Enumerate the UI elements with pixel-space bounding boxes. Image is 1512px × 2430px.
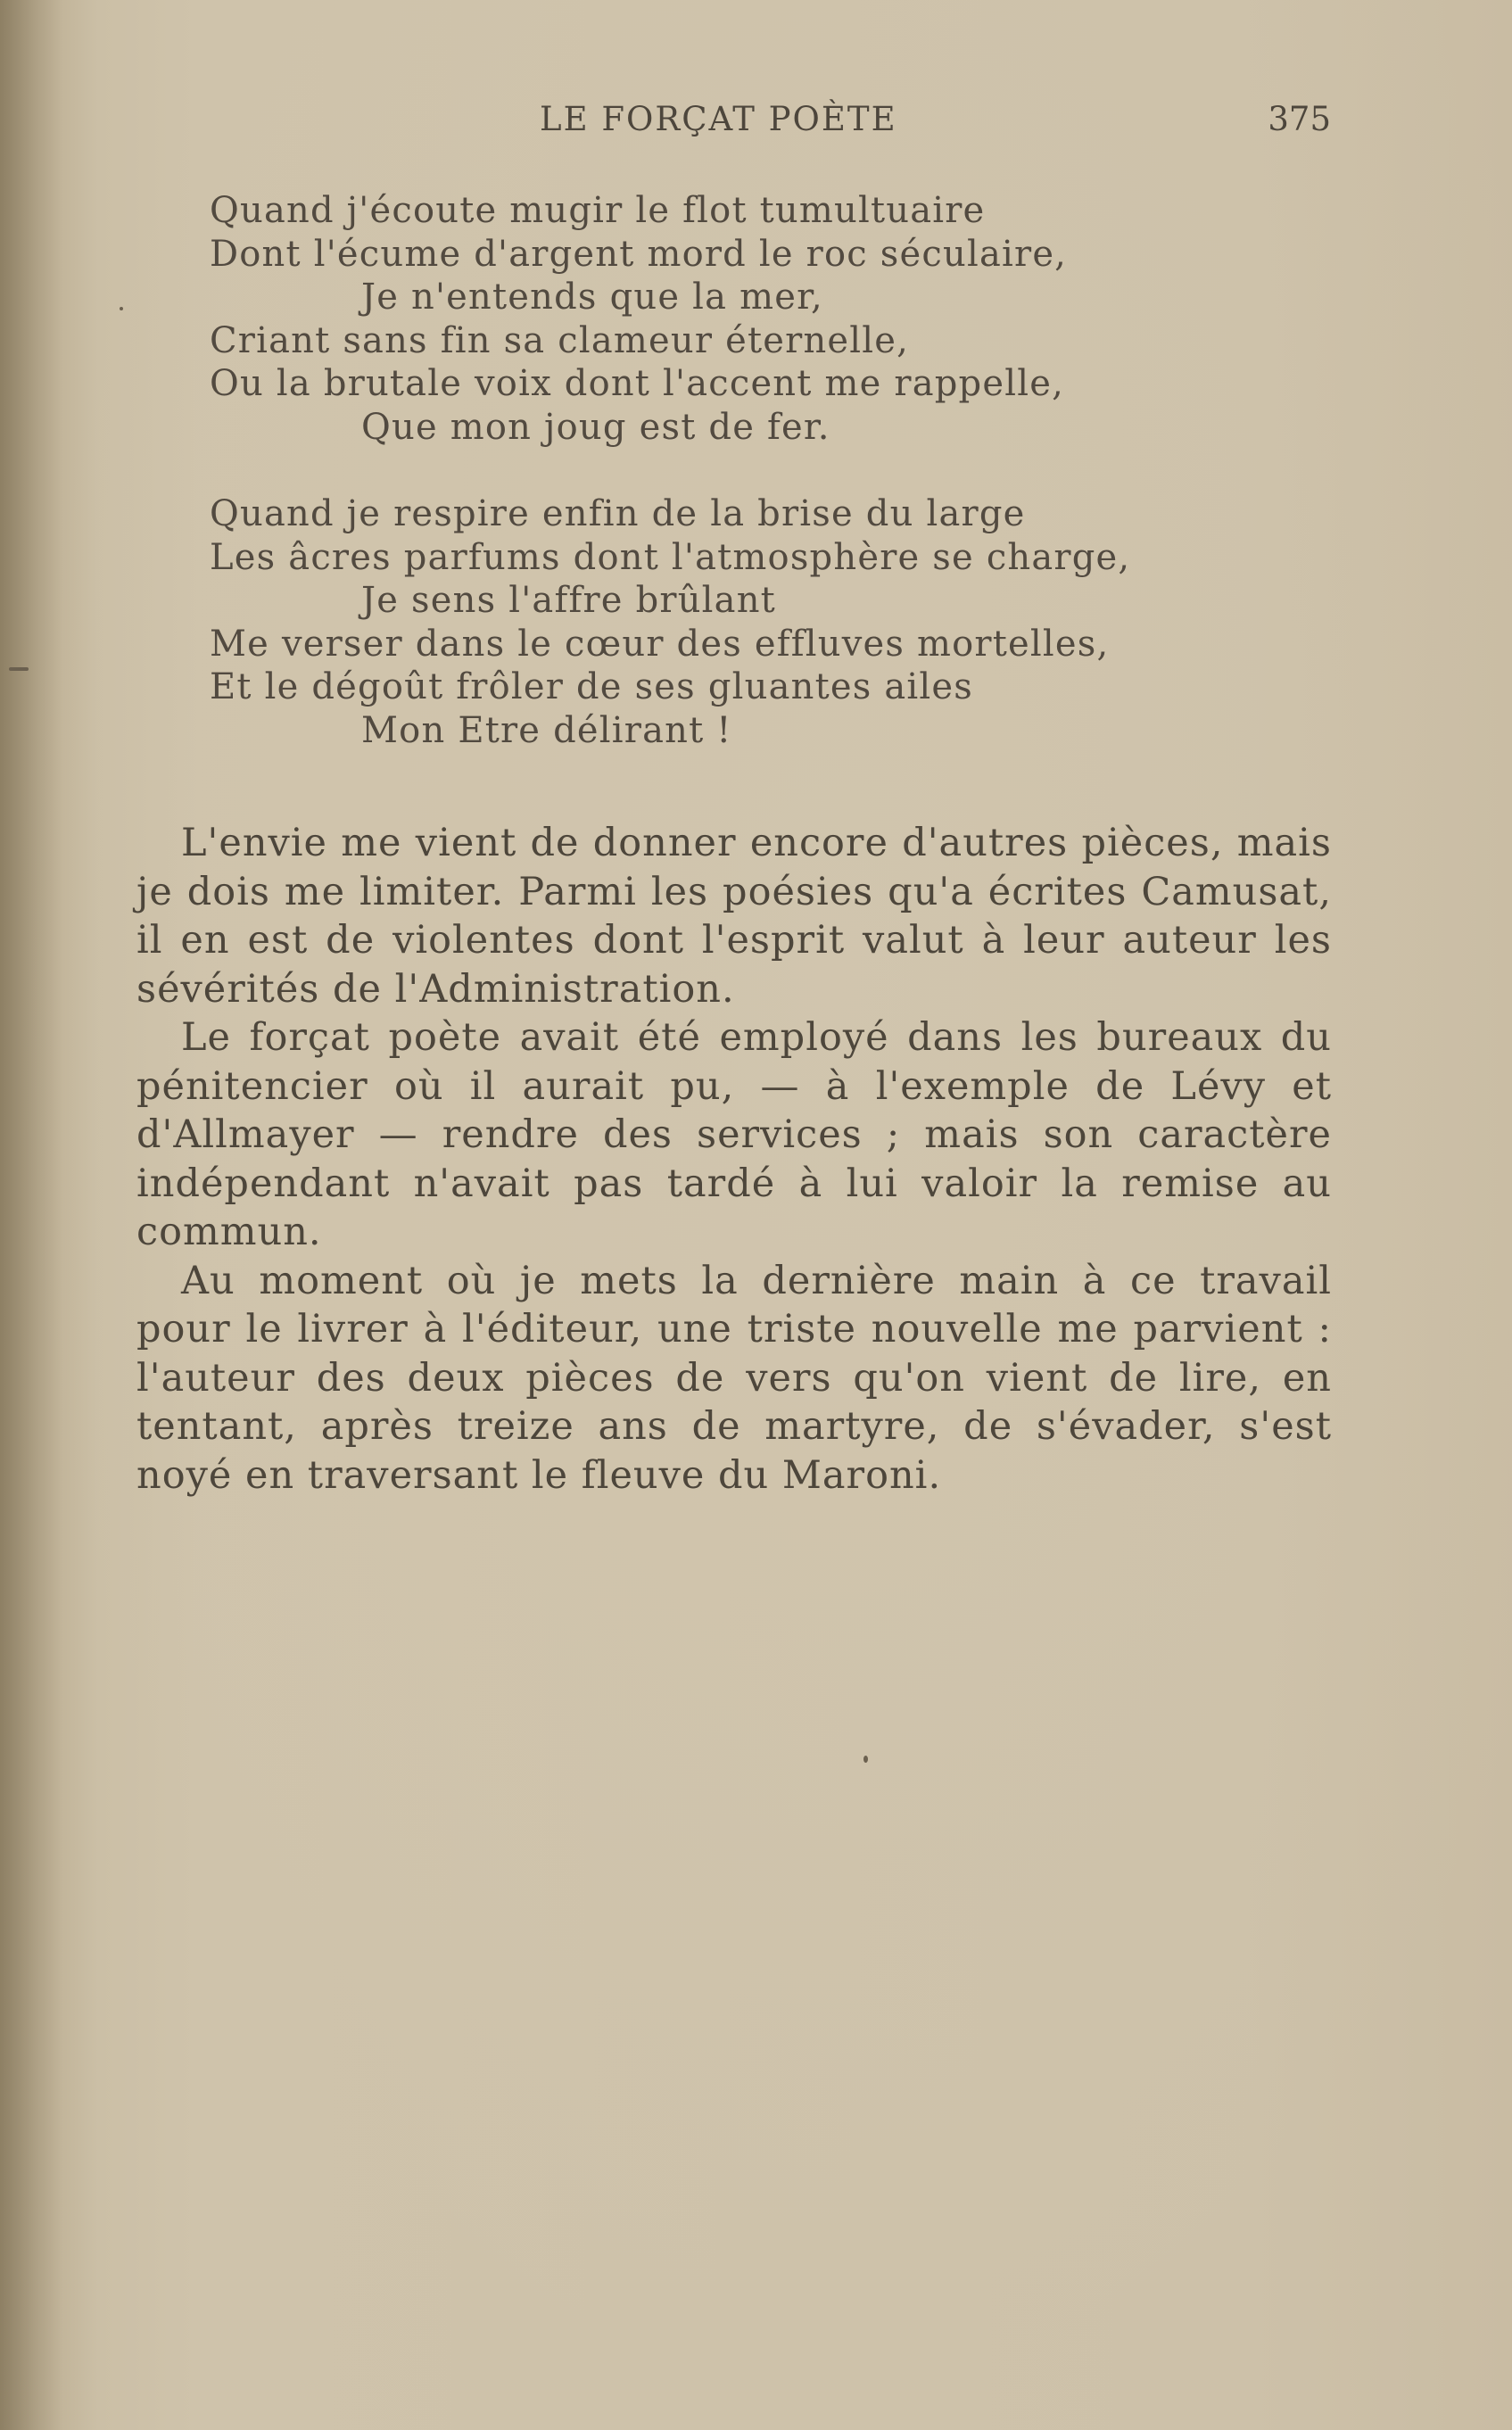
- verse-line: Que mon joug est de fer.: [361, 406, 830, 448]
- page-number: 375: [1268, 100, 1331, 138]
- verse-line: Quand j'écoute mugir le flot tumultuaire: [210, 190, 986, 231]
- running-title: LE FORÇAT POÈTE: [540, 100, 897, 138]
- paper-speck: [863, 1756, 868, 1763]
- paper-speck: [9, 667, 29, 671]
- verse-line: Mon Etre délirant !: [361, 709, 732, 751]
- page-header: [0, 100, 1512, 153]
- verse-line: Criant sans fin sa clameur éternelle,: [210, 319, 910, 361]
- binding-shadow: [0, 0, 62, 2430]
- verse-line: Je sens l'affre brûlant: [361, 580, 776, 621]
- paragraph: Le forçat poète avait été employé dans les bureaux du pénitencier où il aurait pu, — à l'exemple de Lévy et d'Allmayer — rendre des services ; mais son caractère indépendant n'avait pas tardé à lui valoir la remise au commun.: [136, 1015, 1332, 1254]
- poem-stanza-1: [210, 189, 1280, 449]
- verse-line: Quand je respire enfin de la brise du large: [210, 493, 1026, 534]
- verse-line: Dont l'écume d'argent mord le roc séculaire,: [210, 233, 1068, 275]
- verse-line: Me verser dans le cœur des effluves mortelles,: [210, 623, 1110, 665]
- poem-stanza-2: [210, 492, 1280, 752]
- prose-body: [136, 819, 1332, 1500]
- verse-line: Les âcres parfums dont l'atmosphère se charge,: [210, 536, 1131, 578]
- verse-line: Et le dégoût frôler de ses gluantes ailes: [210, 666, 974, 707]
- verse-line: Je n'entends que la mer,: [361, 277, 823, 318]
- paragraph: L'envie me vient de donner encore d'autres pièces, mais je dois me limiter. Parmi les poésies qu'a écrites Camusat, il en est de violentes dont l'esprit valut à leur auteur les sévérités de l'Administration.: [136, 821, 1332, 1012]
- paragraph: Au moment où je mets la dernière main à ce travail pour le livrer à l'éditeur, une triste nouvelle me parvient : l'auteur des deux pièces de vers qu'on vient de lire, en tentant, après treize ans de martyre, de s'évader, s'est noyé en traversant le fleuve du Maroni.: [136, 1258, 1332, 1498]
- paper-speck: [120, 307, 123, 310]
- verse-line: Ou la brutale voix dont l'accent me rappelle,: [210, 363, 1065, 404]
